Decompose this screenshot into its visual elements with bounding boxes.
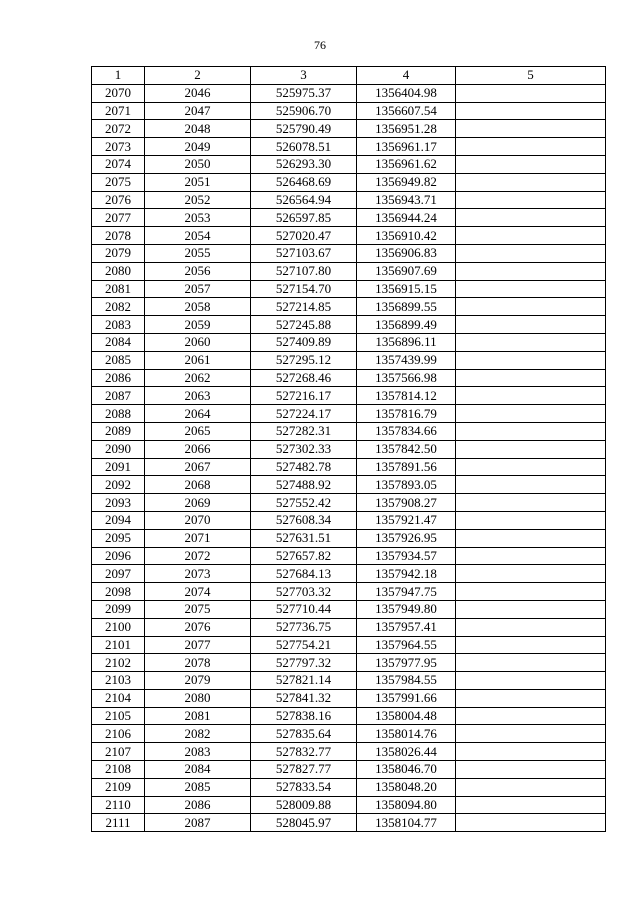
table-cell: 2081 — [92, 280, 145, 298]
table-cell: 2082 — [92, 298, 145, 316]
table-cell — [456, 333, 606, 351]
table-cell: 1358026.44 — [357, 743, 456, 761]
table-row — [92, 173, 606, 191]
table-row — [92, 814, 606, 832]
table-cell: 526468.69 — [251, 173, 357, 191]
table-cell: 527841.32 — [251, 689, 357, 707]
table-cell: 2104 — [92, 689, 145, 707]
table-cell: 527703.32 — [251, 583, 357, 601]
table-cell: 527833.54 — [251, 778, 357, 796]
table-cell — [456, 476, 606, 494]
table-cell: 1356404.98 — [357, 84, 456, 102]
table-cell: 527488.92 — [251, 476, 357, 494]
table-cell: 2070 — [92, 84, 145, 102]
table-cell: 2063 — [145, 387, 251, 405]
table-cell: 527631.51 — [251, 529, 357, 547]
table-cell: 527827.77 — [251, 761, 357, 779]
table-cell: 1356910.42 — [357, 227, 456, 245]
table-cell: 2084 — [92, 333, 145, 351]
table-row — [92, 725, 606, 743]
table-cell: 2090 — [92, 440, 145, 458]
column-header: 5 — [456, 67, 606, 85]
table-cell: 2068 — [145, 476, 251, 494]
table-cell — [456, 120, 606, 138]
table-cell: 2094 — [92, 511, 145, 529]
table-row — [92, 244, 606, 262]
table-cell — [456, 725, 606, 743]
table-cell: 2073 — [92, 138, 145, 156]
table-cell: 2047 — [145, 102, 251, 120]
table-cell: 527736.75 — [251, 618, 357, 636]
table-cell: 525975.37 — [251, 84, 357, 102]
table-cell — [456, 298, 606, 316]
table-cell: 1357984.55 — [357, 672, 456, 690]
table-cell: 2082 — [145, 725, 251, 743]
table-cell — [456, 405, 606, 423]
table-cell: 2103 — [92, 672, 145, 690]
table-cell: 527103.67 — [251, 244, 357, 262]
table-cell: 1358048.20 — [357, 778, 456, 796]
table-cell: 1357891.56 — [357, 458, 456, 476]
table-cell: 1357926.95 — [357, 529, 456, 547]
table-cell: 2100 — [92, 618, 145, 636]
table-row — [92, 654, 606, 672]
table-cell: 1356906.83 — [357, 244, 456, 262]
table-cell: 2078 — [92, 227, 145, 245]
table-row — [92, 440, 606, 458]
table-cell — [456, 316, 606, 334]
table-cell: 2085 — [92, 351, 145, 369]
table-cell: 2073 — [145, 565, 251, 583]
table-cell: 2095 — [92, 529, 145, 547]
table-cell: 2072 — [92, 120, 145, 138]
table-cell — [456, 814, 606, 832]
table-row — [92, 761, 606, 779]
table-cell: 2110 — [92, 796, 145, 814]
table-cell — [456, 84, 606, 102]
table-row — [92, 636, 606, 654]
table-cell: 2076 — [92, 191, 145, 209]
table-cell: 1358094.80 — [357, 796, 456, 814]
table-cell: 2070 — [145, 511, 251, 529]
column-header: 3 — [251, 67, 357, 85]
table-cell — [456, 529, 606, 547]
table-cell: 527710.44 — [251, 600, 357, 618]
table-cell — [456, 351, 606, 369]
table-cell: 527154.70 — [251, 280, 357, 298]
table-cell — [456, 387, 606, 405]
table-cell: 2096 — [92, 547, 145, 565]
table-cell: 1356899.49 — [357, 316, 456, 334]
table-cell: 2062 — [145, 369, 251, 387]
table-cell: 2060 — [145, 333, 251, 351]
table-cell: 2058 — [145, 298, 251, 316]
table-cell — [456, 173, 606, 191]
column-header: 4 — [357, 67, 456, 85]
table-cell: 2079 — [92, 244, 145, 262]
table-cell: 527224.17 — [251, 405, 357, 423]
table-cell: 2111 — [92, 814, 145, 832]
table-cell: 527838.16 — [251, 707, 357, 725]
table-cell: 1357947.75 — [357, 583, 456, 601]
table-cell: 2092 — [92, 476, 145, 494]
table-cell — [456, 102, 606, 120]
table-cell: 1357991.66 — [357, 689, 456, 707]
table-cell: 528009.88 — [251, 796, 357, 814]
table-cell: 527245.88 — [251, 316, 357, 334]
table-row — [92, 565, 606, 583]
table-cell: 527216.17 — [251, 387, 357, 405]
table-cell: 2084 — [145, 761, 251, 779]
table-cell — [456, 155, 606, 173]
table-cell: 1357949.80 — [357, 600, 456, 618]
table-cell — [456, 743, 606, 761]
table-cell — [456, 547, 606, 565]
table-cell: 1357964.55 — [357, 636, 456, 654]
table-cell: 2050 — [145, 155, 251, 173]
table-cell — [456, 422, 606, 440]
table-cell: 526564.94 — [251, 191, 357, 209]
table-cell: 1357842.50 — [357, 440, 456, 458]
table-cell: 527409.89 — [251, 333, 357, 351]
table-cell: 2067 — [145, 458, 251, 476]
table-cell — [456, 369, 606, 387]
table-cell: 2079 — [145, 672, 251, 690]
table-cell: 2074 — [145, 583, 251, 601]
table-row — [92, 547, 606, 565]
table-row — [92, 369, 606, 387]
table-cell — [456, 778, 606, 796]
table-cell: 1356944.24 — [357, 209, 456, 227]
table-cell: 1356907.69 — [357, 262, 456, 280]
table-cell: 1356899.55 — [357, 298, 456, 316]
table-row — [92, 351, 606, 369]
table-cell: 1357566.98 — [357, 369, 456, 387]
table-row — [92, 707, 606, 725]
coordinates-table — [91, 66, 606, 832]
table-cell — [456, 209, 606, 227]
table-cell: 527302.33 — [251, 440, 357, 458]
table-cell: 2080 — [92, 262, 145, 280]
table-row — [92, 84, 606, 102]
page-number: 76 — [314, 38, 326, 52]
table-cell — [456, 672, 606, 690]
table-cell — [456, 636, 606, 654]
column-header: 1 — [92, 67, 145, 85]
table-row — [92, 778, 606, 796]
table-cell: 2055 — [145, 244, 251, 262]
table-cell: 2071 — [145, 529, 251, 547]
table-cell: 2088 — [92, 405, 145, 423]
table-cell: 2091 — [92, 458, 145, 476]
table-cell: 2083 — [92, 316, 145, 334]
table-cell: 526293.30 — [251, 155, 357, 173]
table-row — [92, 529, 606, 547]
table-cell: 1356951.28 — [357, 120, 456, 138]
table-cell: 2081 — [145, 707, 251, 725]
table-row — [92, 618, 606, 636]
table-cell: 1357814.12 — [357, 387, 456, 405]
table-row — [92, 422, 606, 440]
table-cell: 527214.85 — [251, 298, 357, 316]
table-cell: 527754.21 — [251, 636, 357, 654]
table-row — [92, 191, 606, 209]
table-row — [92, 262, 606, 280]
table-cell: 2064 — [145, 405, 251, 423]
table-row — [92, 743, 606, 761]
table-body — [92, 84, 606, 831]
table-cell: 2099 — [92, 600, 145, 618]
table-cell: 2089 — [92, 422, 145, 440]
table-cell: 2066 — [145, 440, 251, 458]
table-cell: 2046 — [145, 84, 251, 102]
table-row — [92, 155, 606, 173]
table-cell — [456, 244, 606, 262]
table-cell: 1357834.66 — [357, 422, 456, 440]
table-cell — [456, 565, 606, 583]
table-cell: 527832.77 — [251, 743, 357, 761]
table-cell: 2107 — [92, 743, 145, 761]
table-row — [92, 280, 606, 298]
table-cell: 2101 — [92, 636, 145, 654]
table-cell: 2108 — [92, 761, 145, 779]
table-cell: 2087 — [92, 387, 145, 405]
table-cell: 2053 — [145, 209, 251, 227]
table-cell — [456, 511, 606, 529]
table-row — [92, 689, 606, 707]
table-cell: 527552.42 — [251, 494, 357, 512]
table-cell: 1356896.11 — [357, 333, 456, 351]
table-cell: 527295.12 — [251, 351, 357, 369]
table-cell: 2093 — [92, 494, 145, 512]
table-cell — [456, 138, 606, 156]
table-cell: 527797.32 — [251, 654, 357, 672]
table-row — [92, 600, 606, 618]
table-cell: 2069 — [145, 494, 251, 512]
table-cell — [456, 440, 606, 458]
column-header: 2 — [145, 67, 251, 85]
table-cell: 1357439.99 — [357, 351, 456, 369]
table-cell: 1357977.95 — [357, 654, 456, 672]
table-cell: 1356915.15 — [357, 280, 456, 298]
table-cell — [456, 618, 606, 636]
table-row — [92, 316, 606, 334]
table-row — [92, 120, 606, 138]
table-cell: 1357816.79 — [357, 405, 456, 423]
table-cell: 1358014.76 — [357, 725, 456, 743]
table-cell: 2080 — [145, 689, 251, 707]
table-cell — [456, 227, 606, 245]
table-cell: 2076 — [145, 618, 251, 636]
table-cell: 2059 — [145, 316, 251, 334]
table-cell: 2049 — [145, 138, 251, 156]
table-cell: 2085 — [145, 778, 251, 796]
table-cell: 1358046.70 — [357, 761, 456, 779]
table-cell: 2087 — [145, 814, 251, 832]
table-cell: 528045.97 — [251, 814, 357, 832]
table-row — [92, 494, 606, 512]
table-cell: 2102 — [92, 654, 145, 672]
table-header-row — [92, 67, 606, 85]
table-cell — [456, 654, 606, 672]
table-cell: 1356961.17 — [357, 138, 456, 156]
table-cell: 1357934.57 — [357, 547, 456, 565]
table-cell: 527282.31 — [251, 422, 357, 440]
table-cell — [456, 796, 606, 814]
table-row — [92, 796, 606, 814]
table-cell: 527482.78 — [251, 458, 357, 476]
table-cell: 2056 — [145, 262, 251, 280]
table-cell: 2086 — [145, 796, 251, 814]
table-cell: 1357908.27 — [357, 494, 456, 512]
table-cell: 2054 — [145, 227, 251, 245]
table-cell — [456, 707, 606, 725]
table-cell: 2075 — [92, 173, 145, 191]
table-cell — [456, 494, 606, 512]
table-cell: 525906.70 — [251, 102, 357, 120]
table-row — [92, 298, 606, 316]
table-cell: 1356949.82 — [357, 173, 456, 191]
table-cell: 1357921.47 — [357, 511, 456, 529]
table-cell: 527020.47 — [251, 227, 357, 245]
table-cell: 2077 — [145, 636, 251, 654]
table-cell: 527608.34 — [251, 511, 357, 529]
table-cell: 2106 — [92, 725, 145, 743]
table-row — [92, 102, 606, 120]
table-row — [92, 511, 606, 529]
table-cell: 2061 — [145, 351, 251, 369]
table-cell — [456, 689, 606, 707]
table-cell: 2098 — [92, 583, 145, 601]
table-cell: 527821.14 — [251, 672, 357, 690]
table-cell: 526597.85 — [251, 209, 357, 227]
table-cell — [456, 761, 606, 779]
table-cell: 527268.46 — [251, 369, 357, 387]
table-cell: 1358104.77 — [357, 814, 456, 832]
table-cell: 2086 — [92, 369, 145, 387]
table-cell: 1357942.18 — [357, 565, 456, 583]
table-cell: 525790.49 — [251, 120, 357, 138]
table-cell: 2052 — [145, 191, 251, 209]
table-cell: 1357957.41 — [357, 618, 456, 636]
table-cell: 1356607.54 — [357, 102, 456, 120]
table-cell — [456, 191, 606, 209]
table-cell — [456, 262, 606, 280]
table-cell: 2097 — [92, 565, 145, 583]
table-cell: 527835.64 — [251, 725, 357, 743]
table-row — [92, 227, 606, 245]
table-cell: 2072 — [145, 547, 251, 565]
table-cell: 1357893.05 — [357, 476, 456, 494]
table-cell: 2048 — [145, 120, 251, 138]
table-cell: 1356943.71 — [357, 191, 456, 209]
table-cell: 2078 — [145, 654, 251, 672]
table-cell — [456, 583, 606, 601]
table-cell: 2109 — [92, 778, 145, 796]
table-row — [92, 672, 606, 690]
table-cell: 526078.51 — [251, 138, 357, 156]
table-cell: 527684.13 — [251, 565, 357, 583]
table-cell: 527107.80 — [251, 262, 357, 280]
table-row — [92, 138, 606, 156]
table-cell: 2071 — [92, 102, 145, 120]
table-row — [92, 387, 606, 405]
table-cell — [456, 280, 606, 298]
table-row — [92, 583, 606, 601]
table-cell — [456, 600, 606, 618]
table-cell: 2057 — [145, 280, 251, 298]
table-row — [92, 333, 606, 351]
table-cell: 2105 — [92, 707, 145, 725]
table-cell: 1356961.62 — [357, 155, 456, 173]
table-row — [92, 458, 606, 476]
table-cell: 2074 — [92, 155, 145, 173]
table-cell: 2077 — [92, 209, 145, 227]
table-cell: 1358004.48 — [357, 707, 456, 725]
table-row — [92, 405, 606, 423]
table-cell — [456, 458, 606, 476]
table-cell: 527657.82 — [251, 547, 357, 565]
table-cell: 2051 — [145, 173, 251, 191]
table-cell: 2065 — [145, 422, 251, 440]
table-cell: 2075 — [145, 600, 251, 618]
table-row — [92, 476, 606, 494]
table-cell: 2083 — [145, 743, 251, 761]
table-row — [92, 209, 606, 227]
